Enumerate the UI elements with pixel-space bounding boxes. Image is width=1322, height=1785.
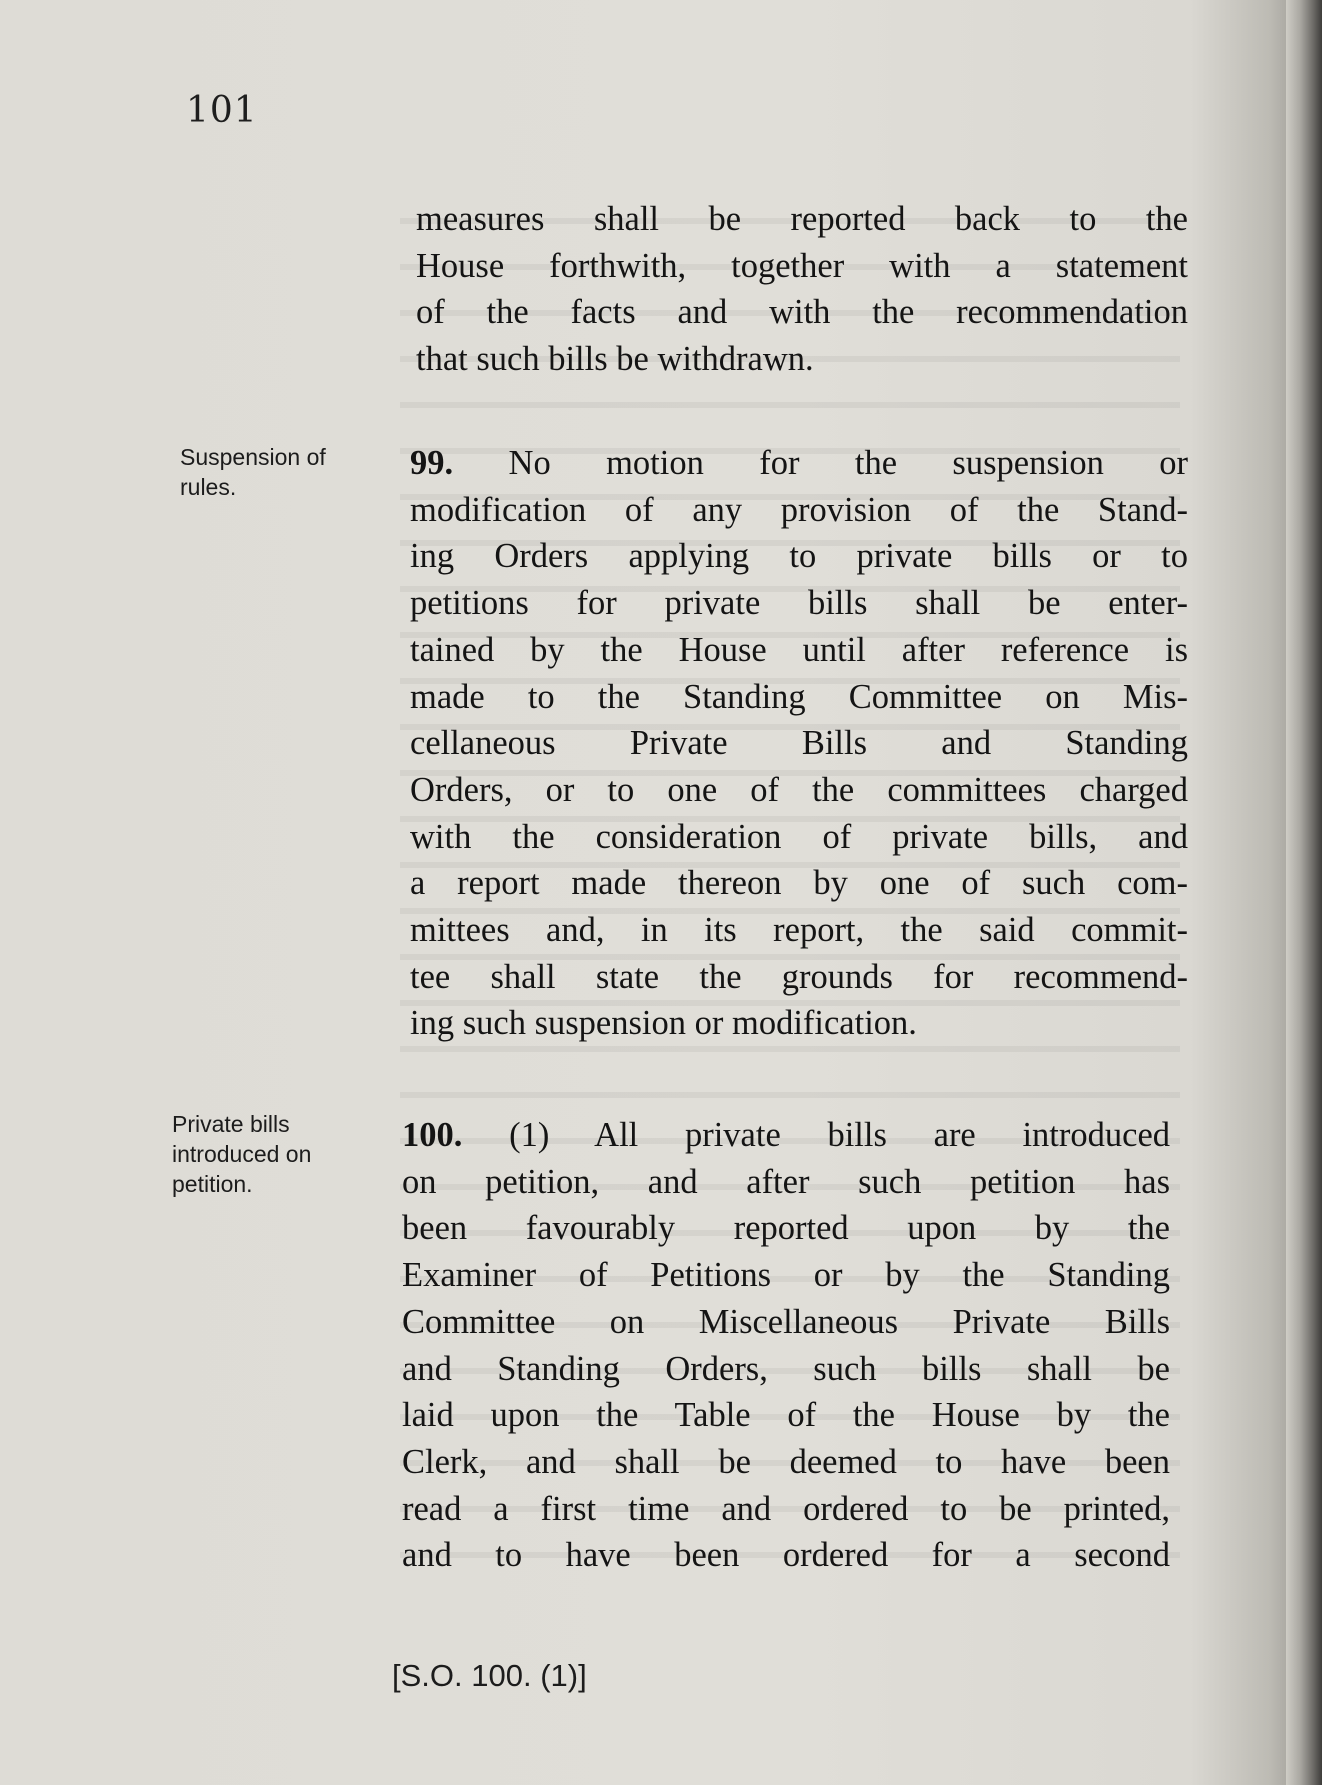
text-line: 99. No motion for the suspension or — [410, 444, 1188, 482]
page-number: 101 — [186, 90, 258, 131]
text-line: ing Orders applying to private bills or to — [410, 537, 1188, 576]
section-number: 100. — [402, 1116, 463, 1154]
text-line: cellaneous Private Bills and Standing — [410, 724, 1188, 763]
text-line: on petition, and after such petition has — [402, 1162, 1170, 1201]
text-line: House forthwith, together with a statement — [416, 246, 1188, 285]
text-line: Orders, or to one of the committees charged — [410, 770, 1188, 809]
text-line: tained by the House until after reference is — [410, 630, 1188, 669]
text-line: that such bills be withdrawn. — [416, 340, 814, 379]
text-line: modification of any provision of the Stand- — [410, 490, 1188, 529]
text-line: laid upon the Table of the House by the — [402, 1396, 1170, 1435]
text-line: 100. (1) All private bills are introduced — [402, 1116, 1171, 1154]
text-line: tee shall state the grounds for recommend- — [410, 957, 1188, 996]
text-line: and Standing Orders, such bills shall be — [402, 1349, 1170, 1388]
margin-note-suspension: Suspension of rules. — [180, 444, 326, 500]
text-line: of the facts and with the recommendation — [416, 293, 1188, 332]
text-line: a report made thereon by one of such com- — [410, 864, 1188, 903]
text-line: and to have been ordered for a second — [402, 1536, 1170, 1575]
text-line: read a first time and ordered to be printed, — [402, 1489, 1170, 1528]
text-line: made to the Standing Committee on Mis- — [410, 677, 1188, 716]
text-line: petitions for private bills shall be enter- — [410, 584, 1188, 623]
text-line: ing such suspension or modification. — [410, 1004, 917, 1043]
section-99 — [410, 440, 1188, 1047]
text-line: Committee on Miscellaneous Private Bills — [402, 1302, 1170, 1341]
text-line: mittees and, in its report, the said commit- — [410, 911, 1188, 950]
text-line: with the consideration of private bills, and — [410, 817, 1188, 856]
book-spine-shadow — [1286, 0, 1322, 1785]
margin-note-private-bills: Private bills introduced on petition. — [172, 1111, 312, 1197]
section-100 — [402, 1112, 1170, 1579]
text-line: measures shall be reported back to the — [416, 200, 1188, 238]
footer-reference: [S.O. 100. (1)] — [392, 1658, 587, 1693]
section-number: 99. — [410, 444, 454, 482]
text-line: Clerk, and shall be deemed to have been — [402, 1442, 1170, 1481]
continuation-paragraph — [416, 196, 1188, 383]
text-line: been favourably reported upon by the — [402, 1209, 1170, 1248]
text-line: Examiner of Petitions or by the Standing — [402, 1256, 1170, 1295]
